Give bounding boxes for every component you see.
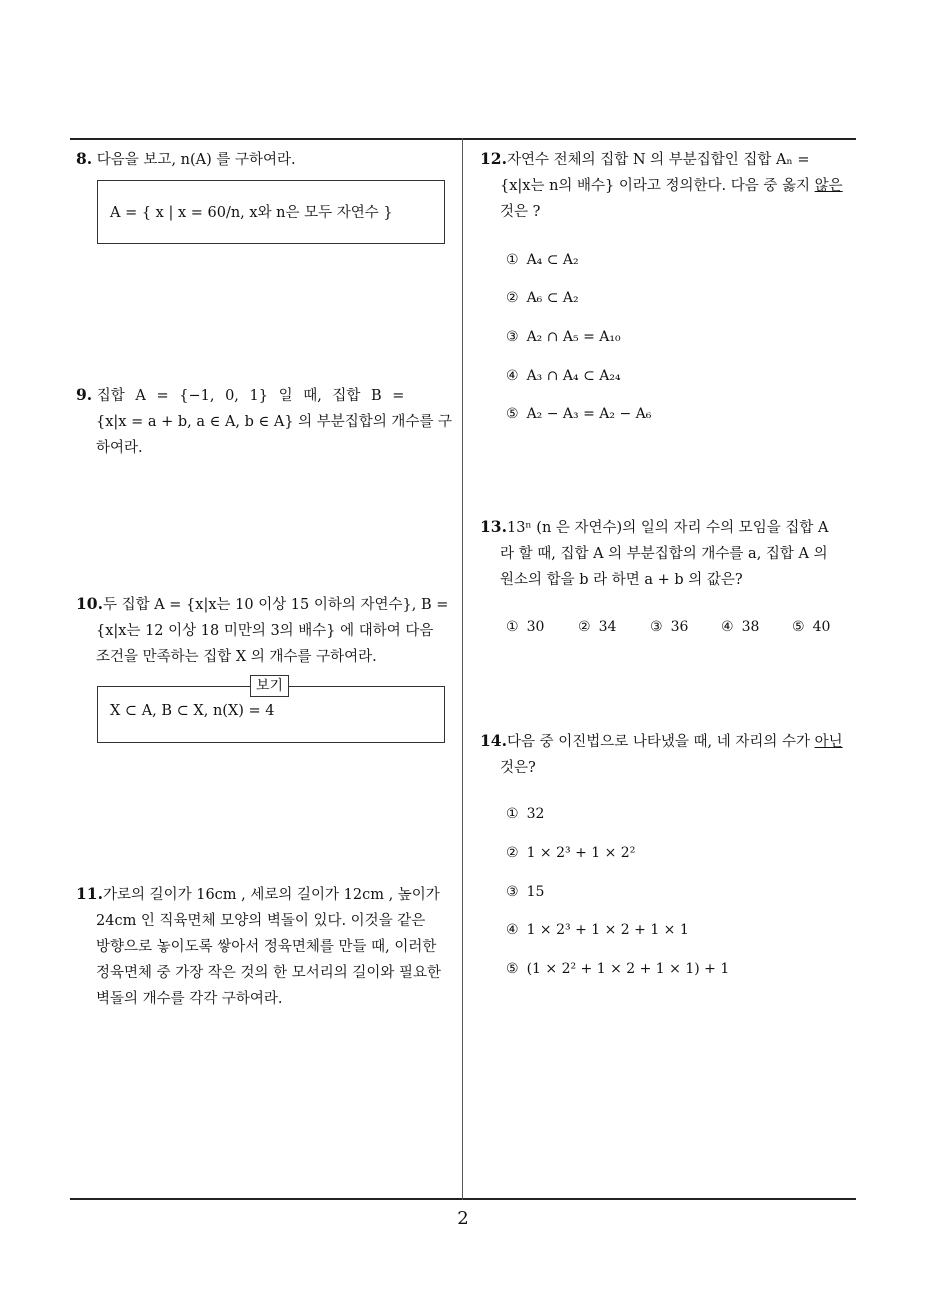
option-text: A₄ ⊂ A₂ <box>526 252 579 268</box>
question-text-line: 가로의 길이가 16cm , 세로의 길이가 12cm , 높이가 <box>102 887 440 903</box>
question-text-line: 13ⁿ (n 은 자연수)의 일의 자리 수의 모임을 집합 A <box>506 520 829 536</box>
answer-option[interactable] <box>578 619 616 635</box>
answer-option[interactable] <box>721 619 759 635</box>
option-marker: ③ <box>650 619 663 635</box>
question-8 <box>76 146 456 173</box>
option-text: 40 <box>812 619 831 635</box>
question-number: 11. <box>76 884 103 903</box>
option-marker: ⑤ <box>506 961 519 977</box>
question-number: 12. <box>480 149 507 168</box>
question-text-line: 라 할 때, 집합 A 의 부분집합의 개수를 a, 집합 A 의 <box>500 546 828 562</box>
option-marker: ② <box>506 290 519 306</box>
answer-option[interactable] <box>506 619 544 635</box>
question-number: 13. <box>480 517 507 536</box>
option-marker: ③ <box>506 884 519 900</box>
question-9 <box>76 382 456 461</box>
question-text-line: {x|x는 n의 배수} 이라고 정의한다. 다음 중 옳지 <box>500 178 815 194</box>
question-text-line: 다음 중 이진법으로 나타냈을 때, 네 자리의 수가 <box>506 734 815 750</box>
option-text: 36 <box>670 619 689 635</box>
question-number: 9. <box>76 385 93 404</box>
condition-box-label: 보기 <box>250 675 289 697</box>
emphasis-underline: 아닌 <box>814 734 843 750</box>
answer-option[interactable] <box>506 252 579 268</box>
question-text-line: {x|x는 12 이상 18 미만의 3의 배수} 에 대하여 다음 <box>96 623 434 639</box>
question-13 <box>480 514 860 593</box>
bottom-rule <box>70 1198 856 1200</box>
question-text-line: 조건을 만족하는 집합 X 의 개수를 구하여라. <box>96 649 377 665</box>
option-marker: ④ <box>721 619 734 635</box>
question-text-line: 것은 ? <box>500 204 541 220</box>
answer-option[interactable] <box>650 619 688 635</box>
question-number: 10. <box>76 594 103 613</box>
answer-option[interactable] <box>506 884 544 900</box>
answer-option[interactable] <box>506 368 621 384</box>
option-marker: ① <box>506 806 519 822</box>
question-number: 14. <box>480 731 507 750</box>
column-divider <box>462 138 463 1200</box>
option-text: A₆ ⊂ A₂ <box>526 290 579 306</box>
option-marker: ① <box>506 252 519 268</box>
answer-option[interactable] <box>792 619 830 635</box>
option-text: 34 <box>598 619 617 635</box>
question-10 <box>76 591 456 670</box>
set-definition-box <box>97 180 445 244</box>
answer-option[interactable] <box>506 961 729 977</box>
option-marker: ② <box>506 845 519 861</box>
option-text: A₂ − A₃ = A₂ − A₆ <box>526 406 652 422</box>
question-text-line: 두 집합 A = {x|x는 10 이상 15 이하의 자연수}, B = <box>102 597 449 613</box>
option-marker: ④ <box>506 368 519 384</box>
answer-option[interactable] <box>506 845 635 861</box>
question-text-line: 원소의 합을 b 라 하면 a + b 의 값은? <box>500 572 743 588</box>
question-text: 다음을 보고, n(A) 를 구하여라. <box>96 152 296 168</box>
answer-option[interactable] <box>506 329 621 345</box>
option-marker: ② <box>578 619 591 635</box>
question-text-line: 집합 A = {−1, 0, 1} 일 때, 집합 B = <box>96 388 405 404</box>
answer-option[interactable] <box>506 406 651 422</box>
option-marker: ⑤ <box>506 406 519 422</box>
question-text-line: 자연수 전체의 집합 N 의 부분집합인 집합 Aₙ = <box>506 152 810 168</box>
option-text: (1 × 2² + 1 × 2 + 1 × 1) + 1 <box>526 961 730 977</box>
option-text: 1 × 2³ + 1 × 2 + 1 × 1 <box>526 922 689 938</box>
option-text: 15 <box>526 884 545 900</box>
option-marker: ① <box>506 619 519 635</box>
question-number: 8. <box>76 149 93 168</box>
answer-option[interactable] <box>506 922 689 938</box>
option-text: A₃ ∩ A₄ ⊂ A₂₄ <box>526 368 621 384</box>
answer-option[interactable] <box>506 290 579 306</box>
option-marker: ③ <box>506 329 519 345</box>
top-rule <box>70 138 856 140</box>
option-text: 30 <box>526 619 545 635</box>
option-marker: ④ <box>506 922 519 938</box>
option-text: 1 × 2³ + 1 × 2² <box>526 845 636 861</box>
condition-text: X ⊂ A, B ⊂ X, n(X) = 4 <box>110 703 275 719</box>
question-text-line: 방향으로 놓이도록 쌓아서 정육면체를 만들 때, 이러한 <box>96 939 437 955</box>
emphasis-underline: 않은 <box>814 178 843 194</box>
answer-option[interactable] <box>506 806 544 822</box>
option-text: 32 <box>526 806 545 822</box>
option-text: 38 <box>741 619 760 635</box>
question-11 <box>76 881 456 1012</box>
question-text-line: 24cm 인 직육면체 모양의 벽돌이 있다. 이것을 같은 <box>96 913 426 929</box>
page-number: 2 <box>457 1208 469 1229</box>
question-text-line: 하여라. <box>96 440 143 456</box>
option-marker: ⑤ <box>792 619 805 635</box>
question-14 <box>480 728 860 781</box>
set-definition: A = { x | x = 60/n, x와 n은 모두 자연수 } <box>110 205 393 221</box>
question-text-line: 것은? <box>500 760 536 776</box>
question-12 <box>480 146 860 225</box>
option-text: A₂ ∩ A₅ = A₁₀ <box>526 329 621 345</box>
question-text-line: {x|x = a + b, a ∈ A, b ∈ A} 의 부분집합의 개수를 구 <box>96 414 453 430</box>
question-text-line: 정육면체 중 가장 작은 것의 한 모서리의 길이와 필요한 <box>96 965 442 981</box>
question-text-line: 벽돌의 개수를 각각 구하여라. <box>96 991 283 1007</box>
